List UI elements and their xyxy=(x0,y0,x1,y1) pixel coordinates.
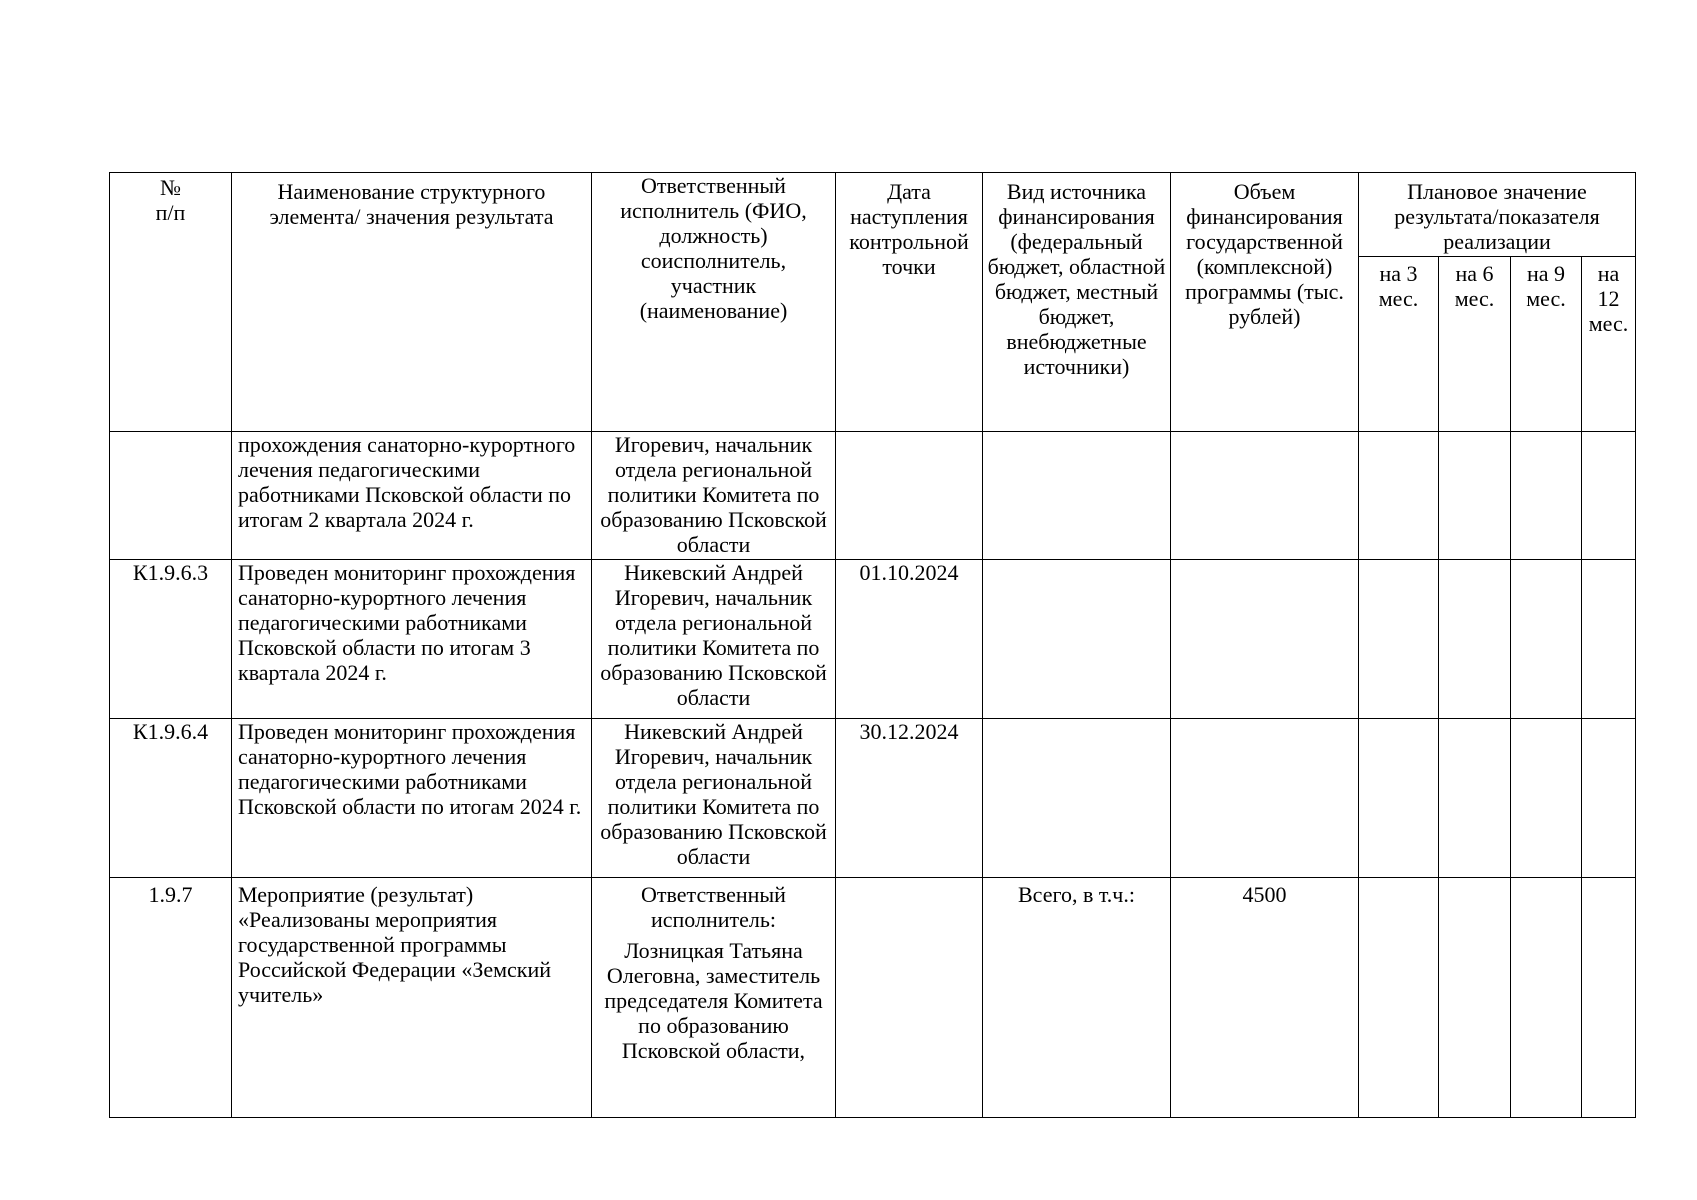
row-name: Мероприятие (результат) «Реализованы мероприятия государственной программы Российской Федерации «Земский учитель» xyxy=(232,878,592,1118)
row-date xyxy=(836,432,983,560)
row-m6 xyxy=(1439,560,1511,719)
table-row xyxy=(110,560,1636,719)
row-responsible: Игоревич, начальник отдела региональной политики Комитета по образованию Псковской области xyxy=(592,432,836,560)
row-responsible: Никевский Андрей Игоревич, начальник отдела региональной политики Комитета по образованию Псковской области xyxy=(592,719,836,878)
table-row xyxy=(110,878,1636,1118)
row-name: Проведен мониторинг прохождения санаторно-курортного лечения педагогическими работниками Псковской области по итогам 3 квартала 2024 г. xyxy=(232,560,592,719)
row-m9 xyxy=(1511,560,1582,719)
table-row xyxy=(110,432,1636,560)
row-m6 xyxy=(1439,432,1511,560)
row-name: прохождения санаторно-курортного лечения педагогическими работниками Псковской области по итогам 2 квартала 2024 г. xyxy=(232,432,592,560)
plan-table xyxy=(109,172,1636,1118)
row-volume: 4500 xyxy=(1171,878,1359,1118)
row-volume xyxy=(1171,560,1359,719)
row-date: 01.10.2024 xyxy=(836,560,983,719)
row-m3 xyxy=(1359,719,1439,878)
row-responsible xyxy=(592,878,836,1118)
row-m12 xyxy=(1582,560,1636,719)
row-date: 30.12.2024 xyxy=(836,719,983,878)
row-responsible: Никевский Андрей Игоревич, начальник отдела региональной политики Комитета по образованию Псковской области xyxy=(592,560,836,719)
row-m12 xyxy=(1582,432,1636,560)
row-m9 xyxy=(1511,719,1582,878)
header-source: Вид источника финансирования (федеральный бюджет, областной бюджет, местный бюджет, внебюджетные источники) xyxy=(983,173,1171,432)
header-m6: на 6 мес. xyxy=(1439,257,1511,432)
header-m12: на 12 мес. xyxy=(1582,257,1636,432)
header-volume: Объем финансирования государственной (комплексной) программы (тыс. рублей) xyxy=(1171,173,1359,432)
row-date xyxy=(836,878,983,1118)
table-row xyxy=(110,719,1636,878)
responsible-label: Ответственный исполнитель: xyxy=(641,882,786,932)
row-volume xyxy=(1171,719,1359,878)
row-m6 xyxy=(1439,878,1511,1118)
row-source xyxy=(983,432,1171,560)
row-m12 xyxy=(1582,878,1636,1118)
row-m9 xyxy=(1511,432,1582,560)
header-responsible: Ответственный исполнитель (ФИО, должность) соисполнитель, участник (наименование) xyxy=(592,173,836,432)
header-num: № п/п xyxy=(110,173,232,432)
header-date: Дата наступления контрольной точки xyxy=(836,173,983,432)
row-num: К1.9.6.4 xyxy=(110,719,232,878)
header-m9: на 9 мес. xyxy=(1511,257,1582,432)
row-m12 xyxy=(1582,719,1636,878)
row-num xyxy=(110,432,232,560)
header-name: Наименование структурного элемента/ значения результата xyxy=(232,173,592,432)
row-m3 xyxy=(1359,878,1439,1118)
row-source xyxy=(983,719,1171,878)
row-name: Проведен мониторинг прохождения санаторно-курортного лечения педагогическими работниками Псковской области по итогам 2024 г. xyxy=(232,719,592,878)
row-num: 1.9.7 xyxy=(110,878,232,1118)
row-volume xyxy=(1171,432,1359,560)
row-m6 xyxy=(1439,719,1511,878)
row-m3 xyxy=(1359,432,1439,560)
responsible-person: Лозницкая Татьяна Олеговна, заместитель председателя Комитета по образованию Псковской области, xyxy=(604,938,823,1063)
row-num: К1.9.6.3 xyxy=(110,560,232,719)
row-source: Всего, в т.ч.: xyxy=(983,878,1171,1118)
row-m9 xyxy=(1511,878,1582,1118)
row-source xyxy=(983,560,1171,719)
row-m3 xyxy=(1359,560,1439,719)
header-planned: Плановое значение результата/показателя реализации xyxy=(1359,173,1636,257)
header-m3: на 3 мес. xyxy=(1359,257,1439,432)
